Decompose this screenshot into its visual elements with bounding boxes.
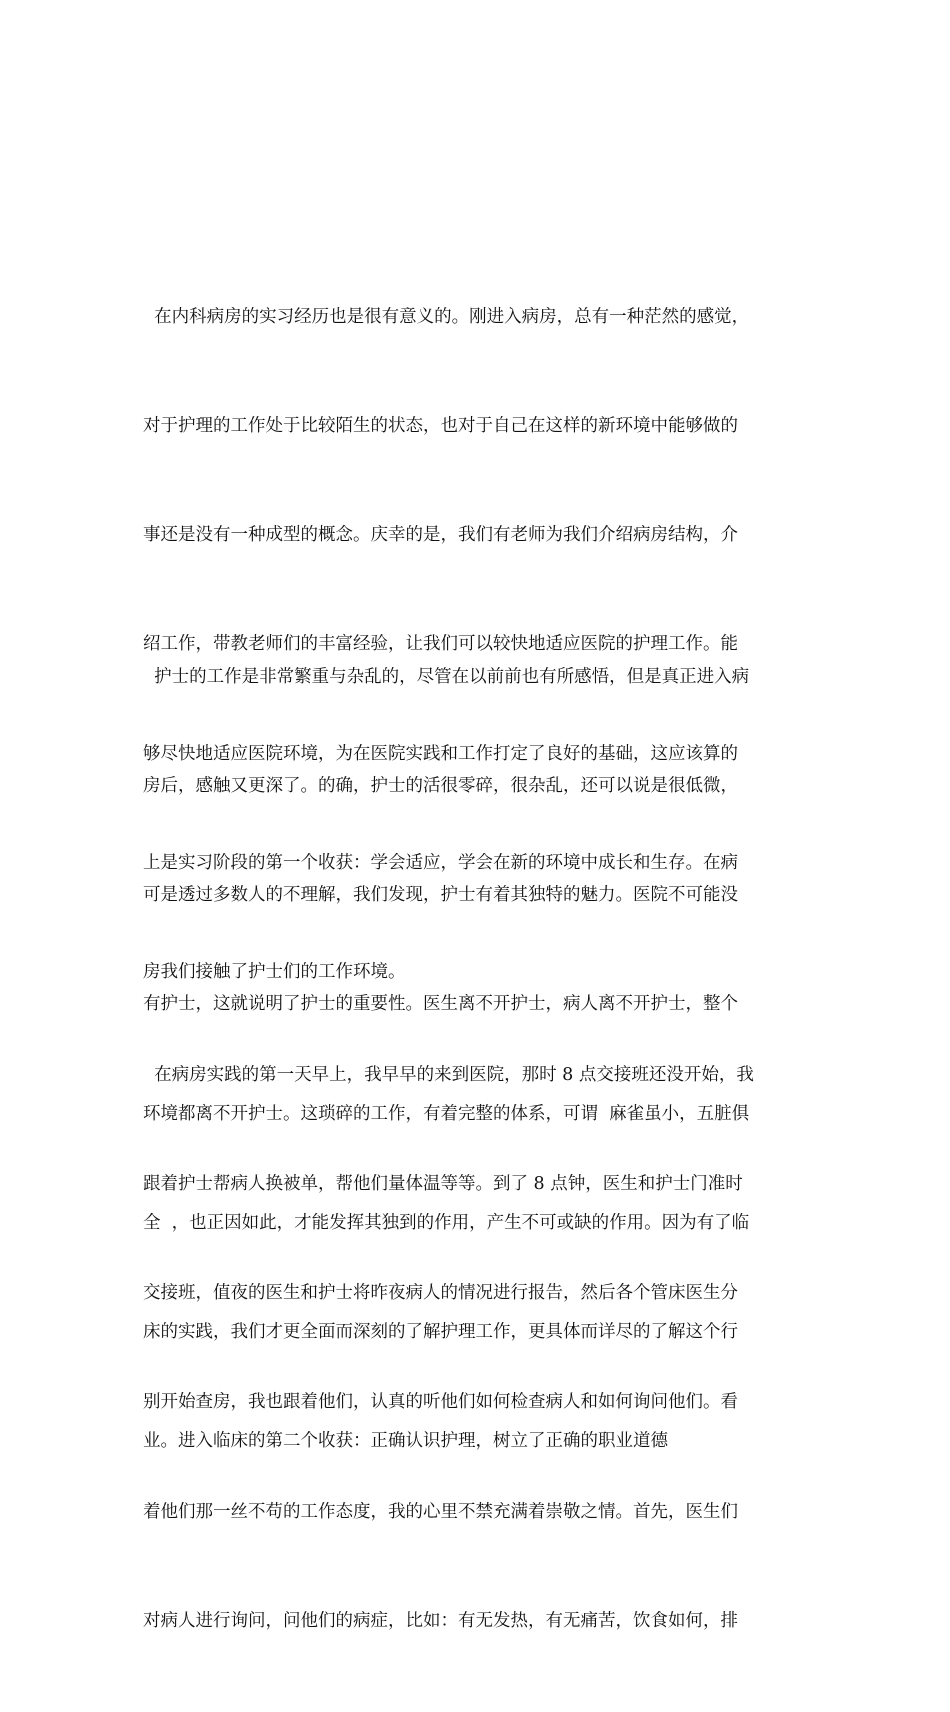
- paragraph-line: 事还是没有一种成型的概念。庆幸的是，我们有老师为我们介绍病房结构，介: [143, 525, 738, 546]
- paragraph-line: 全 ，也正因如此，才能发挥其独到的作用，产生不可或缺的作用。因为有了临: [143, 1212, 750, 1233]
- paragraph-line: 可是透过多数人的不理解，我们发现，护士有着其独特的魅力。医院不可能没: [143, 885, 738, 906]
- paragraph-line: 对病人进行询问，问他们的病症，比如：有无发热，有无痛苦，饮食如何，排: [143, 1610, 738, 1631]
- paragraph-line: 跟着护士帮病人换被单，帮他们量体温等等。到了 8 点钟，医生和护士门准时: [143, 1174, 743, 1195]
- paragraph-line: 够尽快地适应医院环境，为在医院实践和工作打定了良好的基础，这应该算的: [143, 743, 738, 764]
- paragraph-line: 上是实习阶段的第一个收获：学会适应，学会在新的环境中成长和生存。在病: [143, 852, 738, 873]
- paragraph-line: 护士的工作是非常繁重与杂乱的，尽管在以前前也有所感悟，但是真正进入病: [143, 666, 750, 687]
- paragraph-line: 交接班，值夜的医生和护士将昨夜病人的情况进行报告，然后各个管床医生分: [143, 1283, 738, 1304]
- paragraph-line: 对于护理的工作处于比较陌生的状态，也对于自己在这样的新环境中能够做的: [143, 416, 738, 437]
- paragraph-line: 业。进入临床的第二个收获：正确认识护理，树立了正确的职业道德: [143, 1431, 668, 1452]
- paragraph-line: 房后，感触又更深了。的确，护士的活很零碎，很杂乱，还可以说是很低微，: [143, 776, 738, 797]
- paragraph-line: 别开始查房，我也跟着他们，认真的听他们如何检查病人和如何询问他们。看: [143, 1392, 738, 1413]
- paragraph-line: 房我们接触了护士们的工作环境。: [143, 962, 406, 983]
- paragraph-line: 环境都离不开护士。这琐碎的工作，有着完整的体系，可谓 麻雀虽小，五脏俱: [143, 1103, 750, 1124]
- paragraph-line: 绍工作，带教老师们的丰富经验，让我们可以较快地适应医院的护理工作。能: [143, 634, 738, 655]
- paragraph-line: 在内科病房的实习经历也是很有意义的。刚进入病房，总有一种茫然的感觉，: [143, 306, 750, 327]
- paragraph-line: 床的实践，我们才更全面而深刻的了解护理工作，更具体而详尽的了解这个行: [143, 1322, 738, 1343]
- paragraph-line: 有护士，这就说明了护士的重要性。医生离不开护士，病人离不开护士，整个: [143, 994, 738, 1015]
- paragraph-line: 着他们那一丝不苟的工作态度，我的心里不禁充满着崇敬之情。首先，医生们: [143, 1501, 738, 1522]
- paragraph-line: 在病房实践的第一天早上，我早早的来到医院，那时 8 点交接班还没开始，我: [143, 1064, 754, 1085]
- paragraph-3: [143, 984, 813, 1712]
